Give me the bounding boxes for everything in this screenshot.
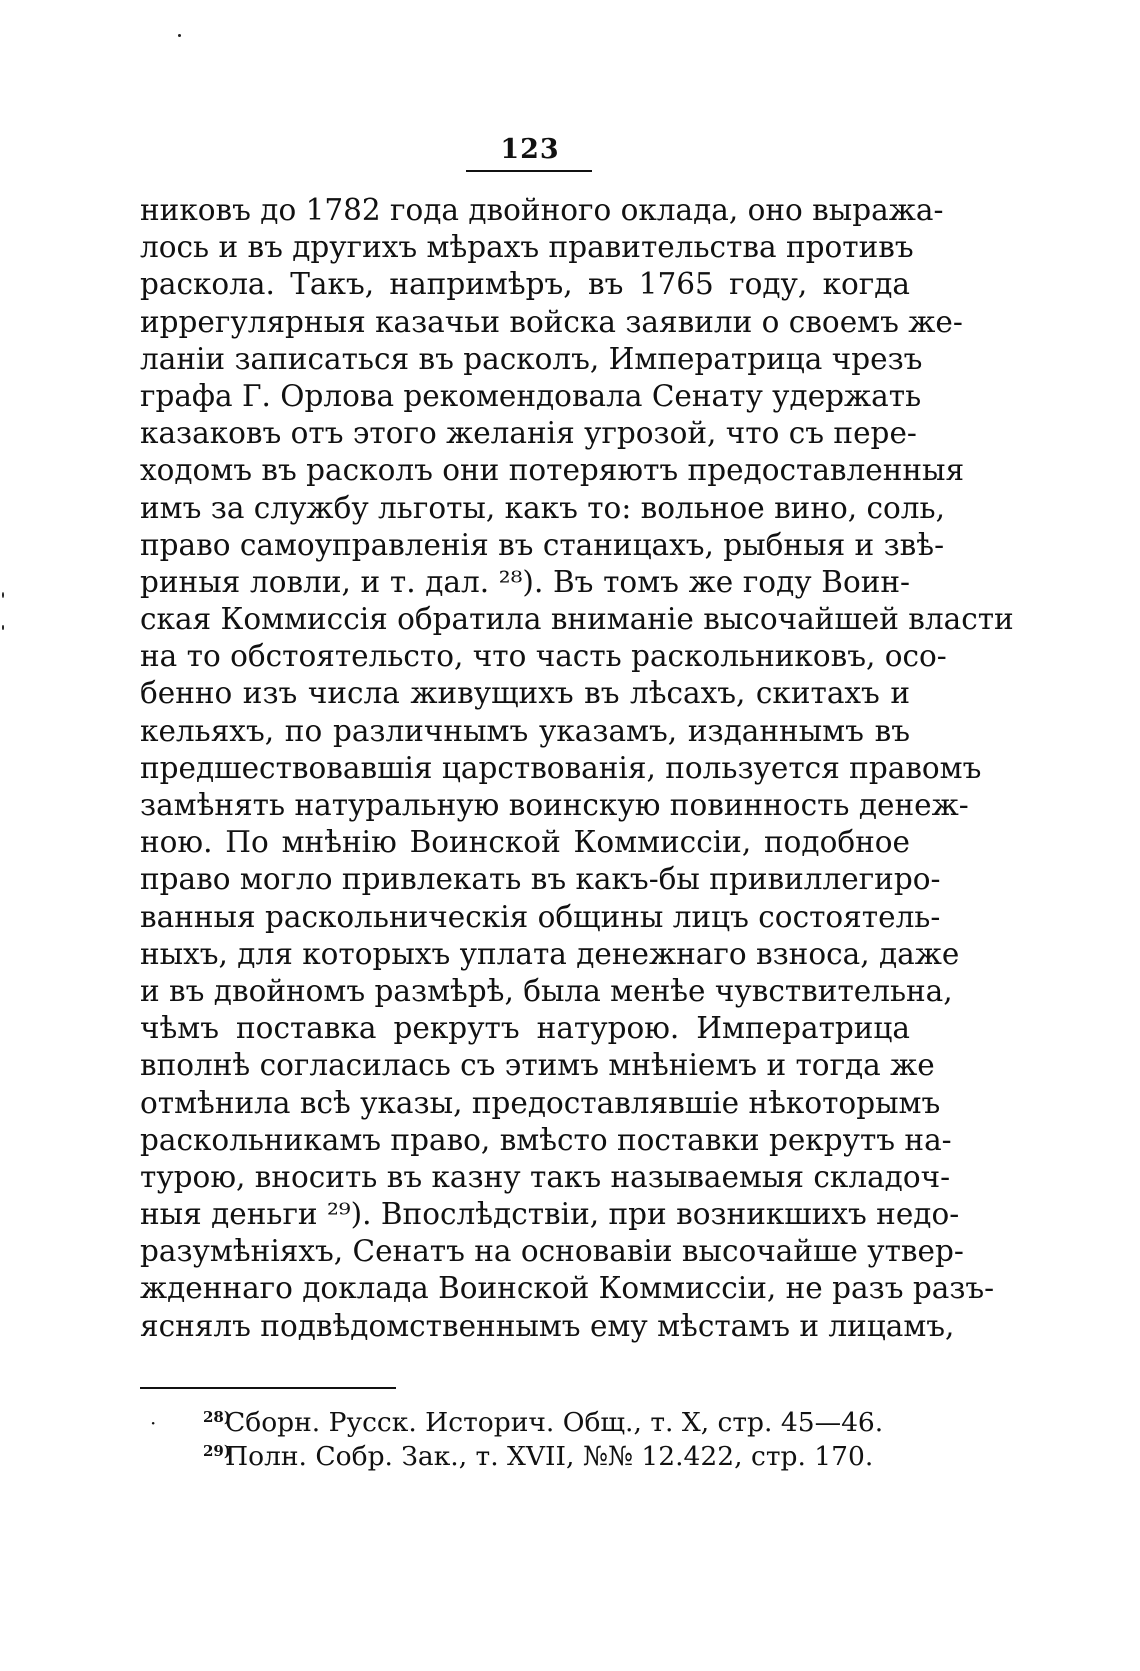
body-text	[140, 192, 1014, 1345]
text-line: ванныя раскольническія общины лицъ состоятель-	[140, 899, 941, 934]
footnote-separator	[140, 1387, 396, 1389]
text-line: казаковъ отъ этого желанія угрозой, что съ пере-	[140, 416, 917, 451]
text-line: ланіи записаться въ расколъ, Императрица чрезъ	[140, 341, 923, 376]
text-line: предшествовавшія царствованія, пользуется правомъ	[140, 750, 982, 785]
footnotes	[140, 1406, 910, 1474]
footnote-marker: 28)	[203, 1408, 231, 1426]
page-number-rule	[466, 170, 592, 172]
text-line: замѣнять натуральную воинскую повинность денеж-	[140, 788, 969, 822]
page-number: 123	[500, 134, 560, 165]
text-line: ныя деньги ²⁹). Впослѣдствіи, при возникшихъ недо-	[140, 1197, 960, 1232]
text-line: ною. По мнѣнію Воинской Коммиссіи, подобное	[140, 825, 910, 860]
footnote-29	[140, 1440, 910, 1474]
text-line: риныя ловли, и т. дал. ²⁸). Въ томъ же году Воин-	[140, 564, 910, 599]
text-line: графа Г. Орлова рекомендовала Сенату удержать	[140, 378, 922, 413]
text-line: ходомъ въ расколъ они потеряютъ предоставленныя	[140, 453, 965, 488]
footnote-text: Сборн. Русск. Историч. Общ., т. X, стр. 45—46.	[225, 1407, 884, 1438]
text-line: раскола. Такъ, напримѣръ, въ 1765 году, когда	[140, 267, 910, 302]
text-line: жденнаго доклада Воинской Коммиссіи, не разъ разъ-	[140, 1271, 995, 1306]
text-line: чѣмъ поставка рекрутъ натурою. Императрица	[140, 1011, 910, 1046]
footnote-speck: ·	[150, 1411, 157, 1435]
text-line: и въ двойномъ размѣрѣ, была менѣе чувствительна,	[140, 973, 953, 1008]
text-line: на то обстоятельсто, что часть раскольниковъ, осо-	[140, 639, 947, 674]
text-line: кельяхъ, по различнымъ указамъ, изданнымъ въ	[140, 713, 910, 748]
text-line: ныхъ, для которыхъ уплата денежнаго взноса, даже	[140, 936, 960, 971]
text-line: бенно изъ числа живущихъ въ лѣсахъ, скитахъ и	[140, 676, 910, 711]
footnote-text: Полн. Собр. Зак., т. XVII, №№ 12.422, стр. 170.	[225, 1441, 874, 1472]
print-speck-top	[178, 34, 181, 37]
text-line: раскольникамъ право, вмѣсто поставки рекрутъ на-	[140, 1122, 952, 1157]
text-line: вполнѣ согласилась съ этимъ мнѣніемъ и тогда же	[140, 1048, 935, 1083]
text-line: никовъ до 1782 года двойного оклада, оно выража-	[140, 193, 944, 227]
text-line: иррегулярныя казачьи войска заявили о своемъ же-	[140, 304, 963, 339]
text-line: право могло привлекать въ какъ-бы привиллегиро-	[140, 862, 941, 897]
text-line: яснялъ подвѣдомственнымъ ему мѣстамъ и лицамъ,	[140, 1308, 955, 1343]
text-line: турою, вносить въ казну такъ называемыя складоч-	[140, 1159, 951, 1194]
text-line: право самоуправленія въ станицахъ, рыбныя и звѣ-	[140, 527, 945, 562]
print-speck-left-2	[2, 625, 4, 630]
text-line: разумѣніяхъ, Сенатъ на основавіи высочайше утвер-	[140, 1234, 964, 1269]
print-speck-left-1	[2, 592, 4, 598]
text-line: лось и въ другихъ мѣрахъ правительства противъ	[140, 230, 914, 265]
text-line: ская Коммиссія обратила вниманіе высочайшей власти	[140, 602, 1014, 637]
footnote-28	[140, 1406, 910, 1440]
text-line: имъ за службу льготы, какъ то: вольное вино, соль,	[140, 490, 945, 525]
text-line: отмѣнила всѣ указы, предоставлявшіе нѣкоторымъ	[140, 1085, 941, 1120]
footnote-marker: 29)	[203, 1442, 231, 1460]
